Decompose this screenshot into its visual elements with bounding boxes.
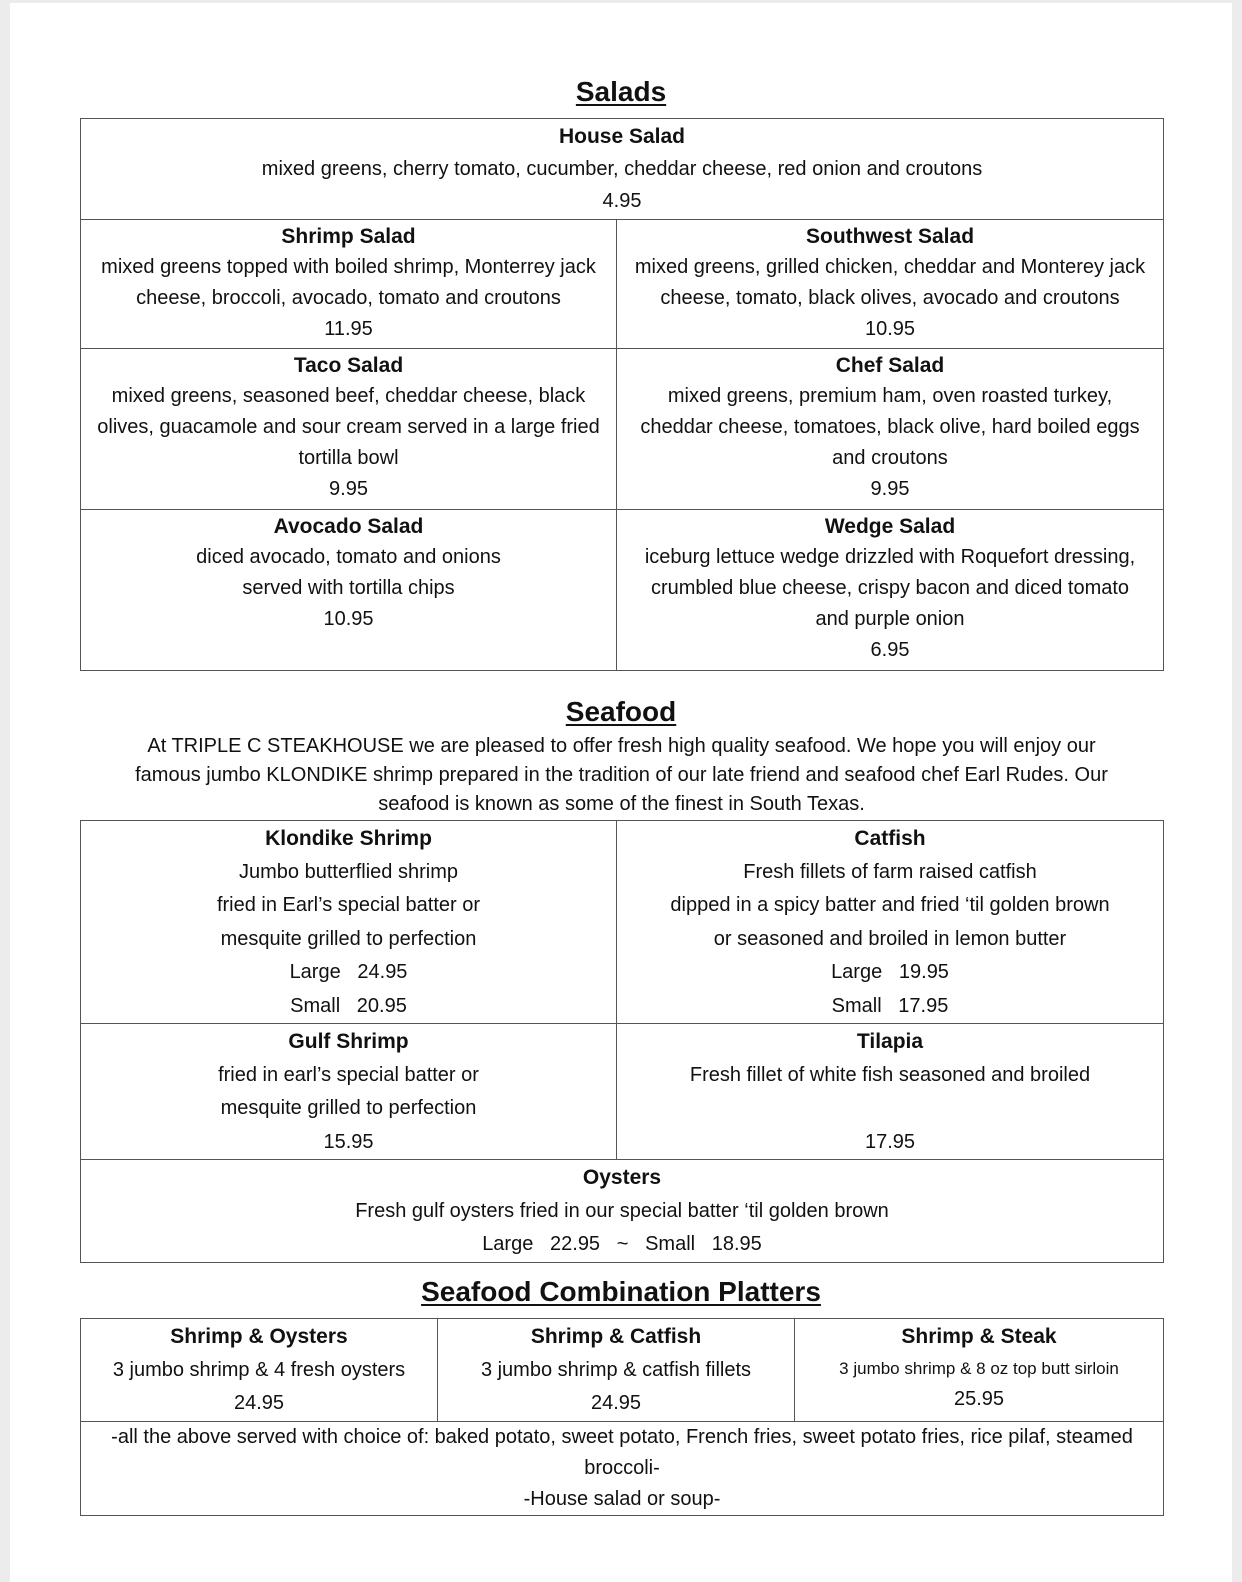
item-description: fried in earl’s special batter or — [218, 1063, 479, 1086]
sides-note-cell — [81, 1421, 1164, 1515]
item-name: Chef Salad — [835, 354, 945, 377]
item-description: crumbled blue cheese, crispy bacon and diced tomato — [650, 577, 1130, 599]
southwest-salad-cell — [617, 220, 1164, 349]
item-name: Wedge Salad — [824, 515, 956, 538]
item-description: mesquite grilled to perfection — [220, 1097, 477, 1119]
item-description: 3 jumbo shrimp & 4 fresh oysters — [112, 1358, 406, 1381]
item-name: Oysters — [582, 1166, 662, 1189]
item-description: iceburg lettuce wedge drizzled with Roquefort dressing, — [644, 546, 1136, 568]
item-description: olives, guacamole and sour cream served in a large fried — [97, 416, 600, 438]
item-description: tortilla bowl — [298, 447, 399, 469]
gulf-shrimp-cell — [81, 1024, 617, 1160]
item-price: 24.95 — [233, 1392, 285, 1414]
item-price: 17.95 — [864, 1130, 916, 1153]
klondike-shrimp-cell — [81, 821, 617, 1024]
house-salad-cell — [81, 119, 1164, 220]
item-description: cheddar cheese, tomatoes, black olive, hard boiled eggs — [640, 416, 1140, 438]
platters-heading: Seafood Combination Platters — [421, 1276, 821, 1307]
platter-cell — [795, 1319, 1164, 1422]
item-description: mixed greens, cherry tomato, cucumber, cheddar cheese, red onion and croutons — [261, 158, 983, 180]
item-price: 6.95 — [870, 639, 910, 661]
catfish-cell — [617, 821, 1164, 1024]
platter-cell — [81, 1319, 438, 1422]
chef-salad-cell — [617, 349, 1164, 510]
item-description: cheese, tomato, black olives, avocado and croutons — [660, 287, 1120, 309]
wedge-salad-cell — [617, 510, 1164, 671]
item-description: Fresh fillets of farm raised catfish — [743, 860, 1037, 883]
item-description: 3 jumbo shrimp & 8 oz top butt sirloin — [839, 1359, 1119, 1378]
item-description: and croutons — [832, 447, 948, 469]
item-name: House Salad — [558, 125, 686, 148]
seafood-table — [80, 820, 1164, 1263]
item-description: or seasoned and broiled in lemon butter — [713, 927, 1067, 950]
avocado-salad-cell — [81, 510, 617, 671]
item-name: Southwest Salad — [805, 225, 975, 248]
sides-note: -House salad or soup- — [523, 1487, 721, 1510]
item-name: Gulf Shrimp — [288, 1030, 409, 1053]
intro-line: seafood is known as some of the finest in South Texas. — [378, 793, 865, 815]
intro-line: At TRIPLE C STEAKHOUSE we are pleased to offer fresh high quality seafood. We hope you will enjoy our — [147, 735, 1096, 757]
intro-line: famous jumbo KLONDIKE shrimp prepared in the tradition of our late friend and seafood chef Earl Rudes. Our — [135, 764, 1108, 786]
item-price: 10.95 — [323, 608, 374, 630]
item-name: Shrimp Salad — [281, 225, 416, 248]
item-price: 9.95 — [329, 478, 368, 500]
item-price: Large 22.95 ~ Small 18.95 — [482, 1233, 762, 1255]
item-description: served with tortilla chips — [242, 577, 455, 599]
item-name: Taco Salad — [293, 354, 404, 377]
item-price-small: Small 17.95 — [831, 994, 949, 1017]
item-description: Jumbo butterflied shrimp — [239, 860, 458, 883]
item-price: 9.95 — [870, 478, 910, 500]
item-name: Klondike Shrimp — [265, 827, 432, 850]
item-name: Shrimp & Steak — [901, 1325, 1057, 1348]
item-description: fried in Earl’s special batter or — [216, 894, 481, 916]
menu-page — [10, 3, 1232, 1582]
item-name: Catfish — [854, 827, 926, 850]
item-price-small: Small 20.95 — [290, 994, 407, 1017]
item-description: diced avocado, tomato and onions — [196, 546, 501, 568]
item-description: cheese, broccoli, avocado, tomato and croutons — [136, 287, 561, 309]
item-price: 4.95 — [602, 190, 642, 212]
taco-salad-cell — [81, 349, 617, 510]
item-description: Fresh gulf oysters fried in our special batter ‘til golden brown — [355, 1199, 889, 1222]
item-price: 24.95 — [590, 1392, 642, 1414]
shrimp-salad-cell — [81, 220, 617, 349]
platter-cell — [438, 1319, 795, 1422]
item-name: Avocado Salad — [273, 515, 424, 538]
item-name: Shrimp & Catfish — [530, 1325, 702, 1348]
salads-heading: Salads — [575, 76, 667, 107]
item-price: 11.95 — [324, 318, 373, 340]
oysters-cell — [81, 1160, 1164, 1263]
item-price: 10.95 — [864, 318, 916, 340]
item-description: mixed greens, premium ham, oven roasted turkey, — [667, 385, 1113, 407]
seafood-intro — [80, 732, 1163, 819]
item-name: Shrimp & Oysters — [170, 1325, 348, 1348]
salads-table — [80, 118, 1164, 671]
item-description: mesquite grilled to perfection — [220, 927, 477, 950]
item-description: mixed greens, seasoned beef, cheddar cheese, black — [111, 385, 586, 407]
item-description: dipped in a spicy batter and fried ‘til golden brown — [670, 894, 1110, 916]
item-price-large: Large 24.95 — [289, 961, 408, 983]
item-description: 3 jumbo shrimp & catfish fillets — [480, 1358, 752, 1381]
item-description: mixed greens, grilled chicken, cheddar and Monterey jack — [634, 256, 1146, 278]
item-description: mixed greens topped with boiled shrimp, Monterrey jack — [101, 256, 596, 278]
item-description: Fresh fillet of white fish seasoned and broiled — [689, 1063, 1091, 1086]
item-description: and purple onion — [815, 608, 965, 630]
item-price-large: Large 19.95 — [831, 961, 949, 983]
tilapia-cell — [617, 1024, 1164, 1160]
item-name: Tilapia — [856, 1030, 924, 1053]
seafood-heading: Seafood — [565, 696, 677, 727]
item-price: 25.95 — [953, 1388, 1005, 1410]
sides-note: -all the above served with choice of: baked potato, sweet potato, French fries, sweet potato fries, rice pilaf, steamed broccoli- — [111, 1425, 1133, 1479]
item-price: 15.95 — [323, 1130, 374, 1153]
platters-table — [80, 1318, 1164, 1516]
